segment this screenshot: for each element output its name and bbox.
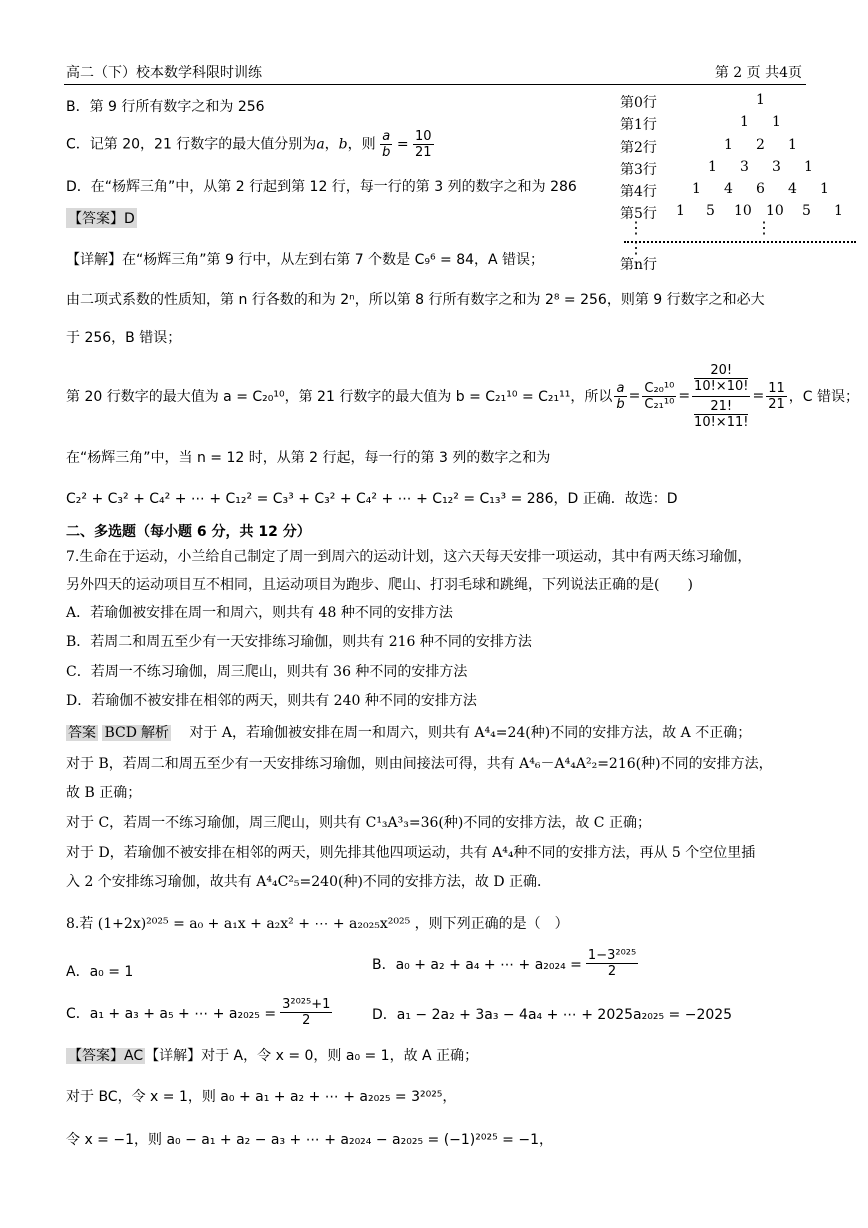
q7-solution-line6: 入 2 个安排练习瑜伽，故共有 A⁴₄C²₅=240(种)不同的安排方法，故 D 正确． (66, 874, 552, 890)
q7-option-b: B．若周二和周五至少有一天安排练习瑜伽，则共有 216 种不同的安排方法 (66, 634, 532, 650)
fraction: $\frac{10}{21}$ (415, 129, 432, 160)
q6-option-c: C．记第 20，21 行数字的最大值分别为a，b，则 $\frac{a}{b}$ = $\frac{10}{21}$ (66, 129, 432, 160)
tri-num: 1 (804, 159, 813, 175)
q7-solution-line5: 对于 D，若瑜伽不被安排在相邻的两天，则先排其他四项运动，共有 A⁴₄种不同的安排方法，再从 5 个空位里插 (66, 845, 756, 861)
q7-option-d: D．若瑜伽不被安排在相邻的两天，则共有 240 种不同的安排方法 (66, 693, 477, 709)
q6-detail-line1: 【详解】在“杨辉三角”第 9 行中，从左到右第 7 个数是 C₉⁶ = 84，A 错误； (66, 252, 545, 268)
tri-num: 3 (740, 159, 749, 175)
q7-solution-line3: 故 B 正确； (66, 785, 142, 801)
q7-solution-line4: 对于 C，若周一不练习瑜伽，周三爬山，则共有 C¹₃A³₃=36(种)不同的安排方法，故 C 正确； (66, 815, 651, 831)
q8-option-c: C．a₁ + a₃ + a₅ + ⋯ + a₂₀₂₅ = $\frac{\text{3²⁰²⁵+1}}{2}$ (66, 997, 331, 1028)
tri-row-label: 第1行 (620, 117, 657, 133)
tri-num: 1 (788, 137, 797, 153)
q7-option-c: C．若周一不练习瑜伽，周三爬山，则共有 36 种不同的安排方法 (66, 664, 468, 680)
tri-num: 10 (766, 203, 784, 219)
q7-option-a: A．若瑜伽被安排在周一和周六，则共有 48 种不同的安排方法 (66, 605, 453, 621)
tri-num: 1 (834, 203, 843, 219)
fraction: $\frac{\text{3²⁰²⁵+1}}{2}$ (282, 997, 331, 1028)
tri-num: 5 (706, 203, 715, 219)
answer-value: BCD (104, 725, 137, 741)
tri-num: 1 (756, 92, 765, 108)
tri-row-label: 第2行 (620, 140, 657, 156)
tri-num: 1 (708, 159, 717, 175)
tri-num: 3 (772, 159, 781, 175)
tri-num: 4 (788, 181, 797, 197)
q6-detail-line2: 由二项式系数的性质知，第 n 行各数的和为 2ⁿ，所以第 8 行所有数字之和为 2⁸ = 256，则第 9 行数字之和必大 (66, 292, 765, 308)
answer-label: 【答案】AC (68, 1048, 144, 1064)
vertical-dots: ⋮ (628, 218, 644, 237)
q6-detail-line5: 在“杨辉三角”中，当 n = 12 时，从第 2 行起，每一行的第 3 列的数字之和为 (66, 450, 551, 466)
tri-num: 6 (756, 181, 765, 197)
fraction: $\frac{a}{b}$ (616, 380, 625, 412)
tri-row-label: 第3行 (620, 162, 657, 178)
q7-stem-line2: 另外四天的运动项目互不相同，且运动项目为跑步、爬山、打羽毛球和跳绳，下列说法正确的是( ) (66, 577, 693, 593)
compound-fraction: 20! 10!×10! 21! 10!×11! (694, 362, 749, 430)
page-number: 第 2 页 共4页 (714, 65, 802, 81)
q7-stem-line1: 7.生命在于运动，小兰给自己制定了周一到周六的运动计划，这六天每天安排一项运动，其中有两天练习瑜伽， (66, 549, 752, 565)
q6-option-d: D．在“杨辉三角”中，从第 2 行起到第 12 行，每一行的第 3 列的数字之和为 286 (66, 179, 577, 195)
tri-row-label: 第4行 (620, 184, 657, 200)
q8-stem: 8.若 (1+2x)²⁰²⁵ = a₀ + a₁x + a₂x² + ⋯ + a₂₀₂₅x²⁰²⁵ ，则下列正确的是（ ） (66, 916, 569, 932)
tri-num: 1 (692, 181, 701, 197)
q6-detail-line4: 第 20 行数字的最大值为 a = C₂₀¹⁰，第 21 行数字的最大值为 b = C₂₁¹⁰ = C₂₁¹¹，所以 $\frac{a}{b}$ = $\frac{\text{C₂₀¹⁰}}{\text{C₂₁¹⁰}}$ = 20! 10!×10! 21! 10!×11! = $\frac{11}{21}$ ，C 错误； (66, 362, 859, 430)
q6-option-b: B．第 9 行所有数字之和为 256 (66, 99, 265, 115)
dotted-separator (624, 241, 856, 243)
tri-row-label: 第0行 (620, 95, 657, 111)
header-title: 高二（下）校本数学科限时训练 (66, 65, 262, 81)
fraction: $\frac{\text{1−3²⁰²⁵}}{2}$ (587, 948, 637, 979)
q6-detail-line6: C₂² + C₃² + C₄² + ⋯ + C₁₂² = C₃³ + C₃² + C₄² + ⋯ + C₁₂² = C₁₃³ = 286，D 正确．故选：D (66, 491, 678, 507)
tri-num: 4 (724, 181, 733, 197)
tri-num: 1 (676, 203, 685, 219)
tri-num: 1 (772, 114, 781, 130)
tri-row-label: 第5行 (620, 206, 657, 222)
vertical-dots: ⋮ (756, 218, 772, 237)
q7-solution-line1: 答案 BCD 解析 对于 A，若瑜伽被安排在周一和周六，则共有 A⁴₄=24(种)不同的安排方法，故 A 不正确； (68, 725, 752, 741)
header-rule (64, 84, 806, 85)
answer-label: 答案 (68, 725, 96, 741)
section-title: 二、多选题（每小题 6 分，共 12 分） (66, 524, 311, 540)
q6-detail-line3: 于 256，B 错误； (66, 330, 182, 346)
q8-answer-line: 【答案】AC 【详解】对于 A，令 x = 0，则 a₀ = 1，故 A 正确； (68, 1048, 479, 1064)
tri-num: 10 (734, 203, 752, 219)
q8-detail-neg: 令 x = −1，则 a₀ − a₁ + a₂ − a₃ + ⋯ + a₂₀₂₄ − a₂₀₂₅ = (−1)²⁰²⁵ = −1， (66, 1132, 553, 1148)
q8-option-b: B．a₀ + a₂ + a₄ + ⋯ + a₂₀₂₄ = $\frac{\text{1−3²⁰²⁵}}{2}$ (372, 948, 637, 979)
q8-option-a: A．a₀ = 1 (66, 964, 134, 980)
fraction: $\frac{a}{b}$ (382, 129, 391, 160)
q6-answer: 【答案】D (66, 208, 137, 228)
q8-detail-bc: 对于 BC，令 x = 1，则 a₀ + a₁ + a₂ + ⋯ + a₂₀₂₅ = 3²⁰²⁵， (66, 1089, 457, 1105)
tri-num: 1 (740, 114, 749, 130)
q8-option-d: D．a₁ − 2a₂ + 3a₃ − 4a₄ + ⋯ + 2025a₂₀₂₅ = −2025 (372, 1007, 733, 1023)
q7-solution-line2: 对于 B，若周二和周五至少有一天安排练习瑜伽，则由间接法可得，共有 A⁴₆－A⁴₄A²₂=216(种)不同的安排方法， (66, 756, 773, 772)
tri-num: 1 (724, 137, 733, 153)
tri-num: 2 (756, 137, 765, 153)
vertical-dots: ⋮ (628, 238, 644, 257)
tri-num: 5 (802, 203, 811, 219)
fraction: $\frac{\text{C₂₀¹⁰}}{\text{C₂₁¹⁰}}$ (644, 380, 675, 412)
tri-row-label-n: 第n行 (620, 257, 658, 273)
tri-num: 1 (820, 181, 829, 197)
fraction: $\frac{11}{21}$ (768, 380, 785, 412)
analysis-label: 解析 (140, 725, 169, 741)
